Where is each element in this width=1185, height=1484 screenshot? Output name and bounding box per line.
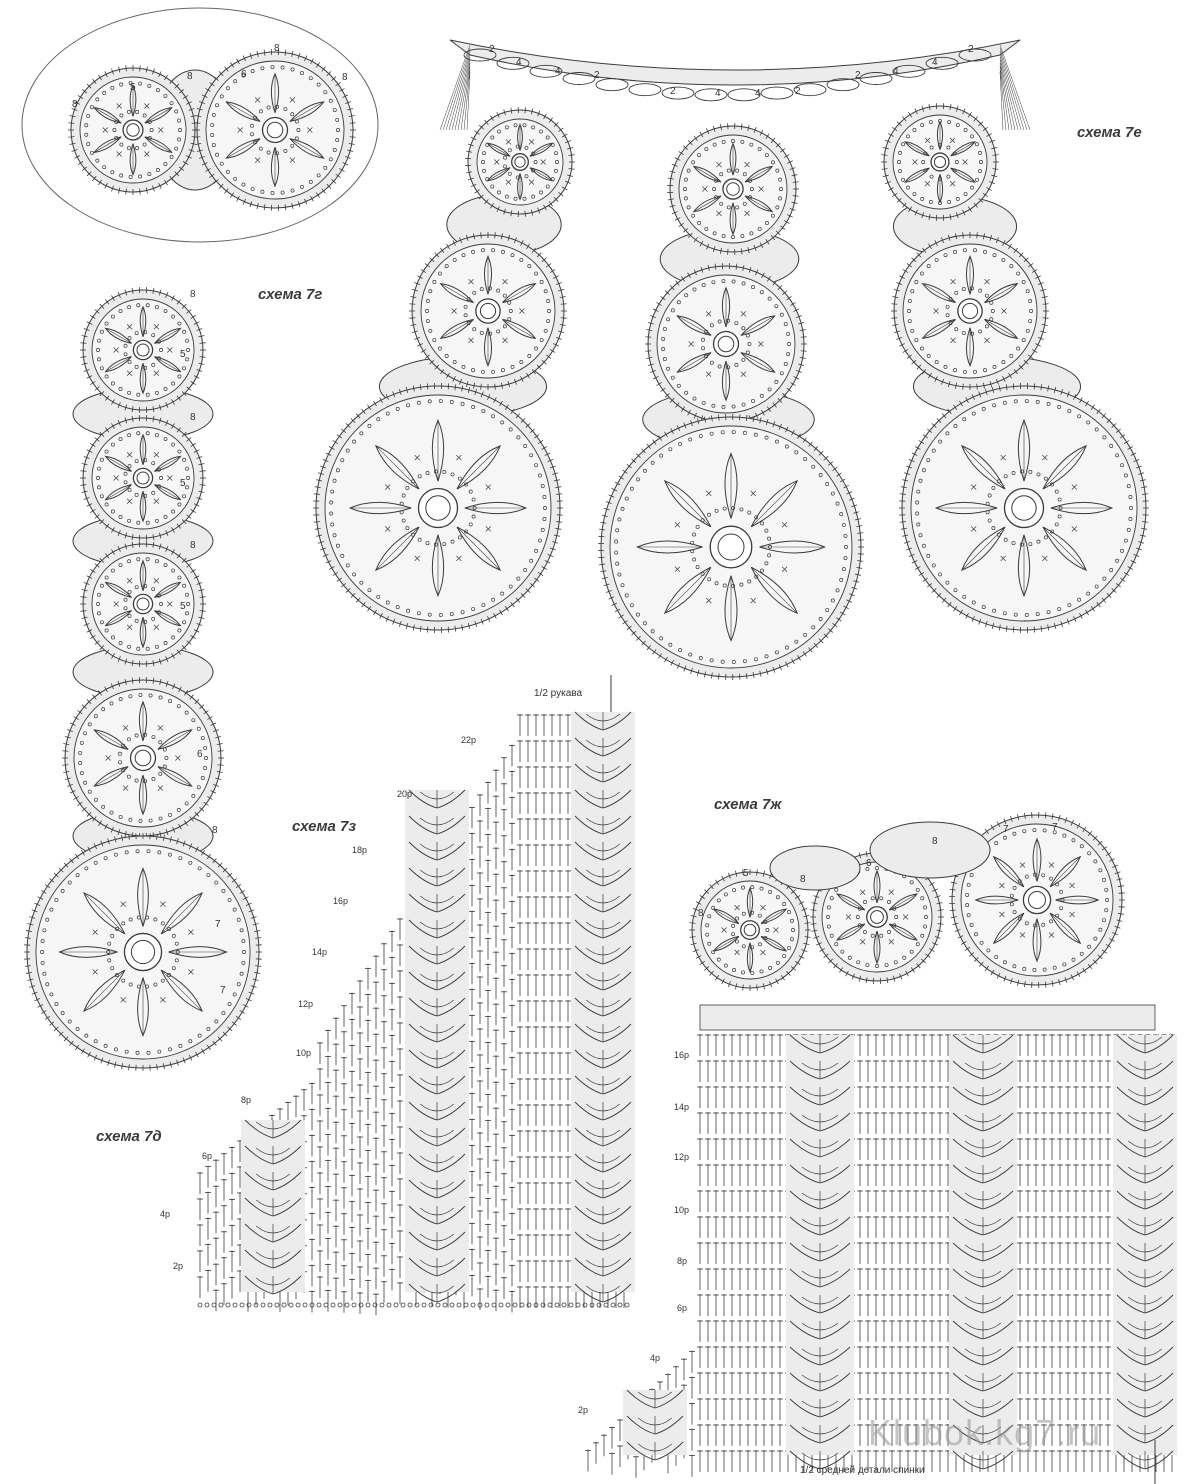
schema-7zh-back-grid — [585, 812, 1177, 1484]
fan-line — [1000, 48, 1027, 130]
fan-line — [1000, 57, 1018, 130]
watermark: Klubok.kg7.ru — [868, 1412, 1102, 1453]
motif-number: 4 — [715, 88, 721, 99]
motif-number: 2 — [594, 70, 600, 81]
motif-number: 7 — [220, 985, 226, 996]
row-label-zh: 6р — [677, 1303, 688, 1313]
leaf-pattern-column — [786, 1035, 854, 1469]
motif-number: 8 — [800, 874, 806, 885]
motif-number: 7 — [1052, 822, 1058, 833]
motif-number: 6 — [241, 69, 247, 80]
row-label-z: 14р — [312, 947, 328, 957]
motif-number: 8 — [190, 289, 196, 300]
stitch-columns — [697, 1034, 1175, 1472]
row-label-zh: 12р — [674, 1152, 690, 1162]
motif-number: 2 — [795, 86, 801, 97]
leaf-pattern-column — [623, 1390, 687, 1460]
motif-number: 4 — [932, 57, 938, 68]
motif-number: 6 — [197, 749, 203, 760]
joining-arc — [770, 846, 860, 890]
motif-number: 2 — [968, 44, 974, 55]
leaf-pattern-column — [949, 1035, 1017, 1469]
row-label-zh: 4р — [650, 1353, 661, 1363]
motif-number: 5 — [180, 601, 186, 612]
row-label-z: 20р — [397, 789, 413, 799]
motif-number: 6 — [866, 858, 872, 869]
row-label-z: 10р — [296, 1048, 312, 1058]
motif-number: 8 — [698, 908, 704, 919]
row-label-z: 2р — [173, 1261, 184, 1271]
schema-7zh-title: схема 7ж — [714, 796, 782, 813]
flower-motif — [24, 833, 262, 1071]
fan-line — [452, 57, 470, 130]
fan-line — [449, 54, 470, 130]
schema-7z-title: схема 7з — [292, 818, 357, 835]
motif-number: 2 — [855, 70, 861, 81]
motif-number: 5 — [180, 349, 186, 360]
joining-strip — [700, 1005, 1155, 1030]
motif-number: 8 — [932, 836, 938, 847]
row-label-z: 16р — [333, 896, 349, 906]
motif-number: 4 — [516, 57, 522, 68]
motif-number: 8 — [212, 825, 218, 836]
row-label-z: 4р — [160, 1209, 171, 1219]
back-caption: 1/2 средней детали спинки — [800, 1465, 925, 1476]
motif-number: 2 — [670, 86, 676, 97]
oval-schema-motif-pair — [22, 8, 378, 242]
row-label-zh: 2р — [578, 1405, 589, 1415]
motif-number: 7 — [1003, 824, 1009, 835]
row-label-z: 12р — [298, 999, 314, 1009]
row-label-zh: 8р — [677, 1256, 688, 1266]
flower-motif-6 — [194, 49, 356, 211]
fan-line — [458, 63, 470, 130]
schema-7d-title: схема 7д — [96, 1128, 162, 1145]
motif-number: 4 — [555, 66, 561, 77]
row-label-zh: 16р — [674, 1050, 690, 1060]
top-band — [450, 40, 1020, 101]
flower-motif — [899, 383, 1149, 633]
foundation-chain — [198, 1303, 629, 1307]
leaf-pattern-column — [1113, 1035, 1177, 1469]
motif-number: 5 — [743, 868, 749, 879]
fan-line — [443, 48, 470, 130]
fan-line — [1000, 72, 1003, 130]
motif-number: 8 — [72, 99, 78, 110]
schema-7g-motif-column — [24, 287, 262, 1071]
row-label-z: 6р — [202, 1151, 213, 1161]
fan-line — [1000, 54, 1021, 130]
row-label-zh: 10р — [674, 1205, 690, 1215]
joining-arc — [870, 822, 990, 878]
leaf-pattern-column — [241, 1120, 305, 1294]
motif-number: 8 — [274, 43, 280, 54]
flower-motif — [313, 383, 563, 633]
motif-number: 8 — [190, 540, 196, 551]
fan-line — [1000, 63, 1012, 130]
leaf-pattern-column — [571, 712, 635, 1302]
schema-7g-title: схема 7г — [258, 286, 323, 303]
motif-number: 4 — [893, 66, 899, 77]
motif-number: 5 — [180, 478, 186, 489]
motif-number: 8 — [342, 72, 348, 83]
schema-7e-yoke-motifs — [313, 40, 1149, 680]
sleeve-caption: 1/2 рукава — [534, 688, 583, 699]
row-label-z: 22р — [461, 735, 477, 745]
row-label-zh: 14р — [674, 1102, 690, 1112]
motif-number: 7 — [215, 919, 221, 930]
motif-number: 4 — [755, 88, 761, 99]
schema-7z-sleeve-grid — [197, 675, 635, 1315]
row-label-z: 18р — [352, 845, 368, 855]
leaf-pattern-column — [405, 790, 469, 1302]
motif-number: 5 — [130, 82, 136, 93]
flower-motif — [598, 414, 864, 680]
row-label-z: 8р — [241, 1095, 252, 1105]
motif-number: 8 — [187, 71, 193, 82]
motif-number: 8 — [190, 412, 196, 423]
schema-7e-title: схема 7е — [1077, 124, 1142, 141]
fan-line — [467, 72, 470, 130]
motif-number: 2 — [489, 44, 495, 55]
